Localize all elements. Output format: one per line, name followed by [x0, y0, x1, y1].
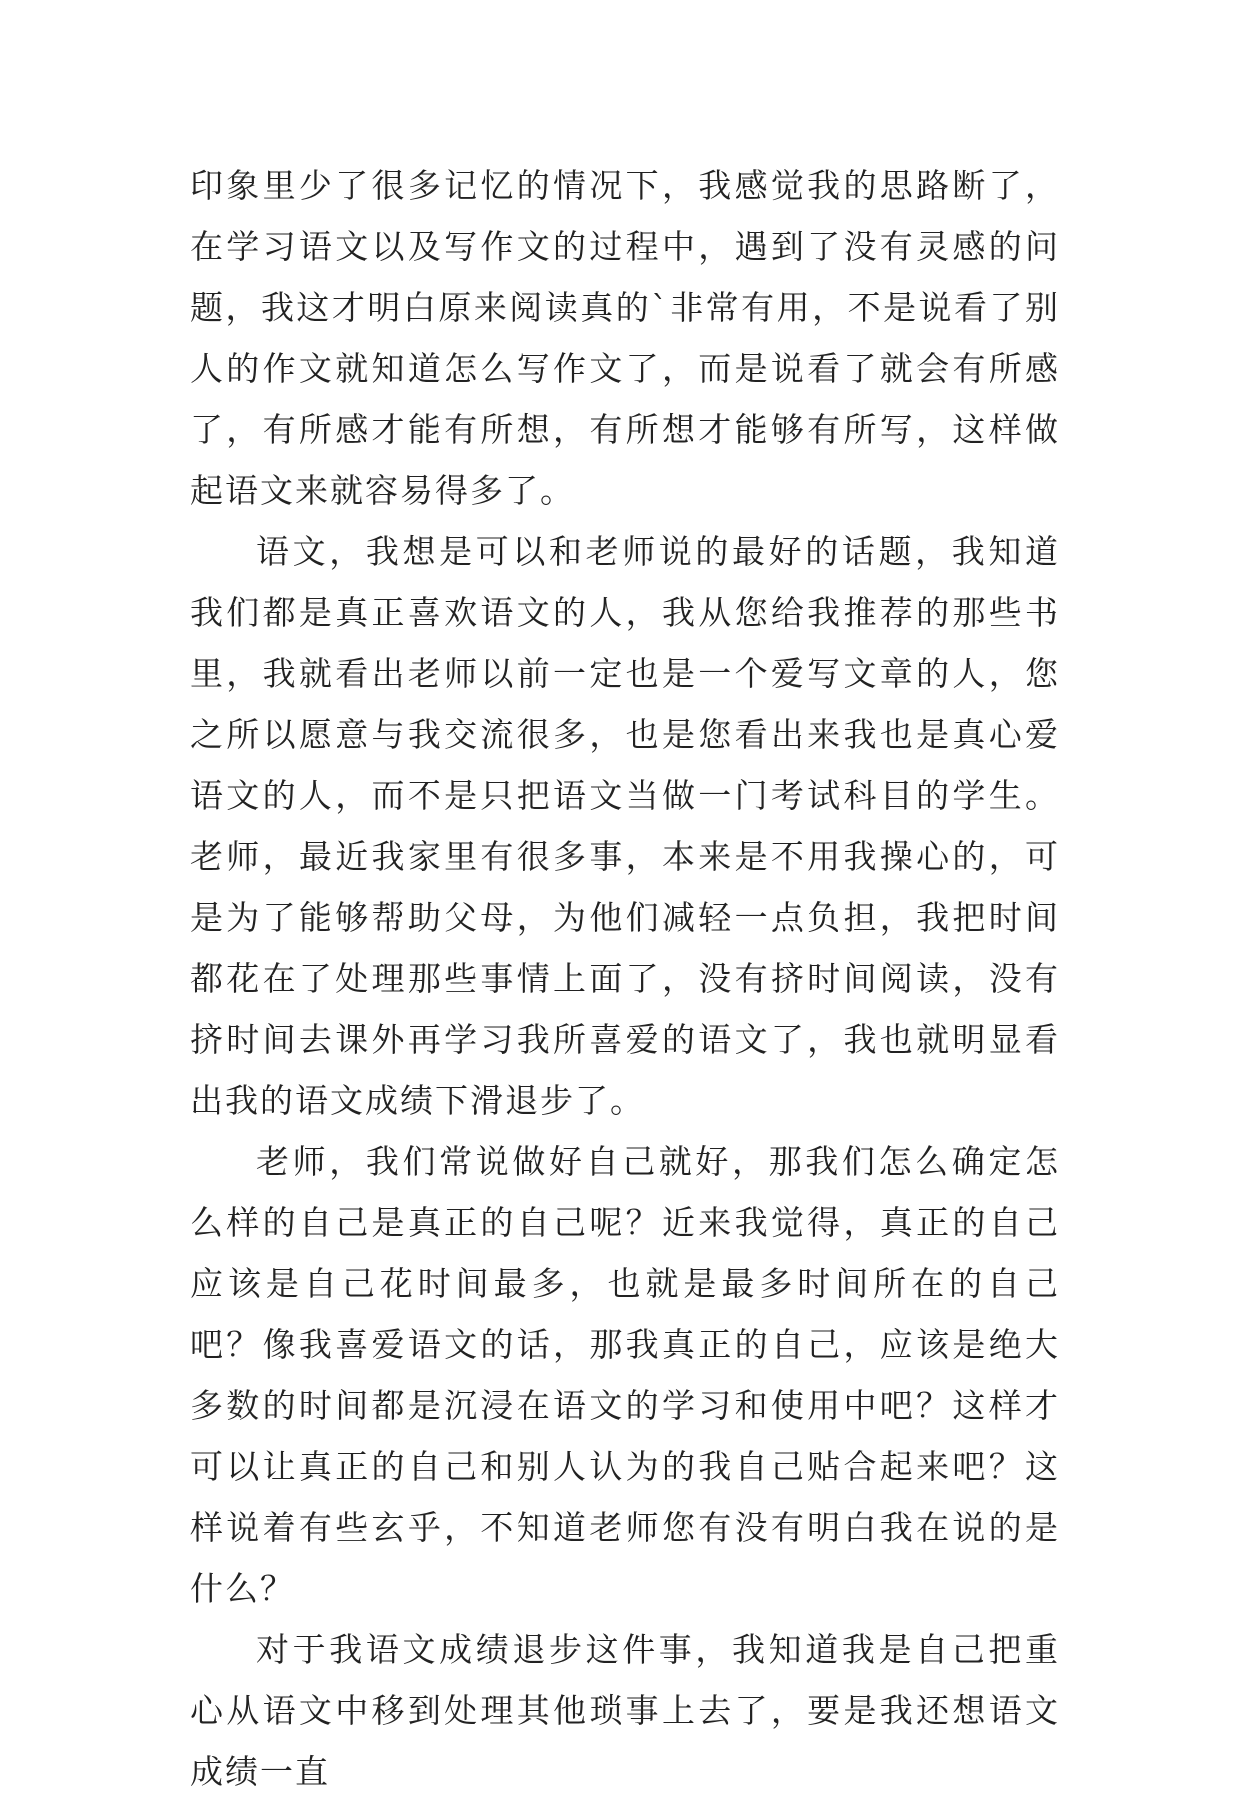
paragraph-3: 老师，我们常说做好自己就好，那我们怎么确定怎么样的自己是真正的自己呢？近来我觉得，真正的自己应该是自己花时间最多，也就是最多时间所在的自己吧？像我喜爱语文的话，那我真正的自己，应该是绝大多数的时间都是沉浸在语文的学习和使用中吧？这样才可以让真正的自己和别人认为的我自己贴合起来吧？这样说着有些玄乎，不知道老师您有没有明白我在说的是什么？ — [190, 1142, 1060, 1608]
paragraph-1: 印象里少了很多记忆的情况下，我感觉我的思路断了，在学习语文以及写作文的过程中，遇到了没有灵感的问题，我这才明白原来阅读真的`非常有用，不是说看了别人的作文就知道怎么写作文了，而是说看了就会有所感了，有所感才能有所想，有所想才能够有所写，这样做起语文来就容易得多了。 — [190, 166, 1060, 510]
paragraph-2: 语文，我想是可以和老师说的最好的话题，我知道我们都是真正喜欢语文的人，我从您给我推荐的那些书里，我就看出老师以前一定也是一个爱写文章的人，您之所以愿意与我交流很多，也是您看出来我也是真心爱语文的人，而不是只把语文当做一门考试科目的学生。老师，最近我家里有很多事，本来是不用我操心的，可是为了能够帮助父母，为他们减轻一点负担，我把时间都花在了处理那些事情上面了，没有挤时间阅读，没有挤时间去课外再学习我所喜爱的语文了，我也就明显看出我的语文成绩下滑退步了。 — [190, 532, 1060, 1120]
paragraph-4: 对于我语文成绩退步这件事，我知道我是自己把重心从语文中移到处理其他琐事上去了，要是我还想语文成绩一直 — [190, 1630, 1060, 1791]
body-text — [190, 155, 1060, 1802]
